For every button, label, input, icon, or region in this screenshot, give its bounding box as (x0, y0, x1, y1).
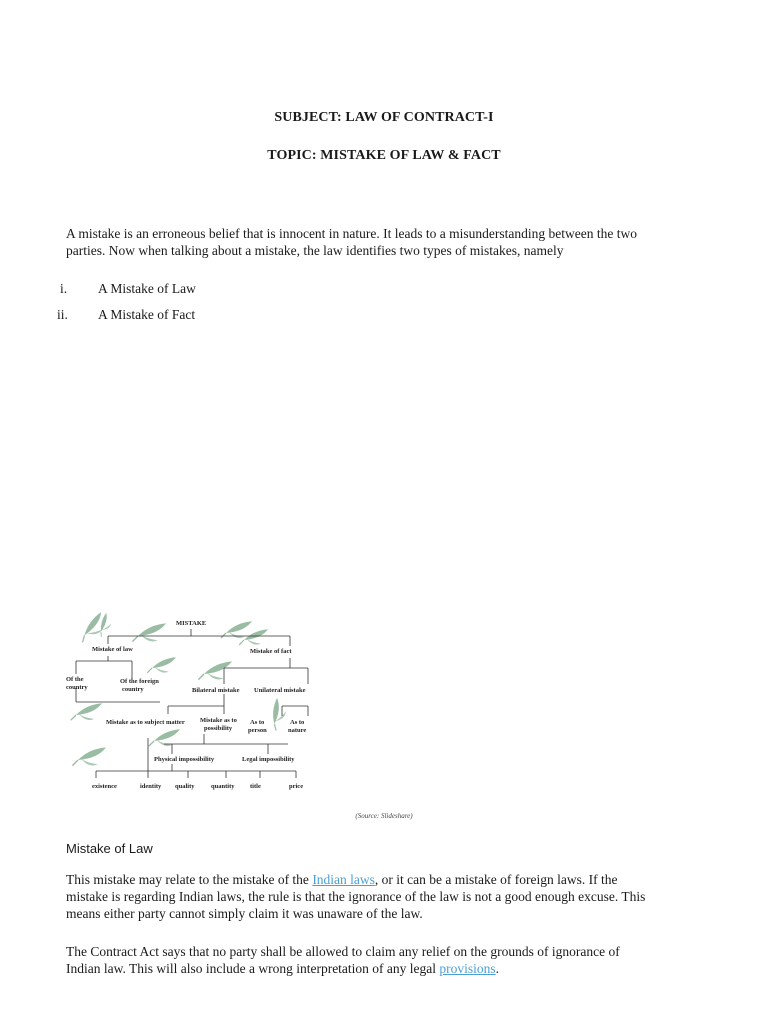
diagram-physical: Physical impossibility (154, 756, 215, 763)
diagram-leaf-label: existence (92, 783, 117, 790)
list-item: A Mistake of Fact (98, 307, 196, 322)
diagram-of-country-2: country (66, 684, 88, 691)
section-heading: Mistake of Law (66, 841, 153, 856)
mistake-classification-diagram (64, 606, 310, 794)
source-note: (Source: Slideshare) (355, 812, 413, 820)
subject-title: SUBJECT: LAW OF CONTRACT-I (274, 110, 494, 125)
diagram-legal: Legal impossibility (242, 756, 295, 763)
para2-line-2 (66, 960, 499, 977)
para2-text: . (495, 961, 500, 976)
diagram-person-2: person (248, 727, 267, 734)
indian-laws-link[interactable]: Indian laws (312, 872, 375, 887)
diagram-of-country: Of the (66, 676, 84, 683)
diagram-root: MISTAKE (176, 620, 207, 627)
topic-title: TOPIC: MISTAKE OF LAW & FACT (267, 148, 501, 163)
para2-text: Indian law. This will also include a wrong interpretation of any legal (66, 961, 440, 976)
list-marker: ii. (57, 307, 68, 322)
diagram-person: As to (250, 719, 265, 726)
para1-line-3: means either party cannot simply claim it was unaware of the law. (66, 906, 423, 921)
diagram-nature: As to (290, 719, 305, 726)
diagram-possibility-2: possibility (204, 725, 233, 732)
diagram-foreign-2: country (122, 686, 144, 693)
diagram-leaf-label: quantity (211, 783, 235, 790)
para1-line-1 (66, 871, 617, 888)
para1-text: This mistake may relate to the mistake of the (66, 872, 313, 887)
diagram-leaf-label: title (250, 783, 261, 790)
para2-line-1: The Contract Act says that no party shall be allowed to claim any relief on the grounds of ignorance of (66, 944, 620, 959)
provisions-link[interactable]: provisions (439, 961, 496, 976)
diagram-leaf-label: price (289, 783, 304, 790)
diagram-possibility: Mistake as to (200, 717, 237, 724)
diagram-foreign: Of the foreign (120, 678, 159, 685)
para1-text: , or it can be a mistake of foreign laws. If the (374, 872, 618, 887)
diagram-nature-2: nature (288, 727, 307, 734)
diagram-fact: Mistake of fact (250, 648, 292, 655)
intro-line-2: parties. Now when talking about a mistake, the law identifies two types of mistakes, namely (66, 243, 564, 258)
diagram-leaf-label: quality (175, 783, 195, 790)
intro-line-1: A mistake is an erroneous belief that is innocent in nature. It leads to a misunderstanding between the two (66, 226, 637, 241)
list-item: A Mistake of Law (98, 281, 196, 296)
para1-line-2: mistake is regarding Indian laws, the rule is that the ignorance of the law is not a good enough excuse. This (66, 889, 646, 904)
diagram-subject-matter: Mistake as to subject matter (106, 719, 185, 726)
diagram-leaf-label: identity (140, 783, 162, 790)
diagram-bilateral: Bilateral mistake (192, 687, 240, 694)
diagram-law: Mistake of law (92, 646, 133, 653)
list-marker: i. (60, 281, 68, 296)
diagram-unilateral: Unilateral mistake (254, 687, 306, 694)
